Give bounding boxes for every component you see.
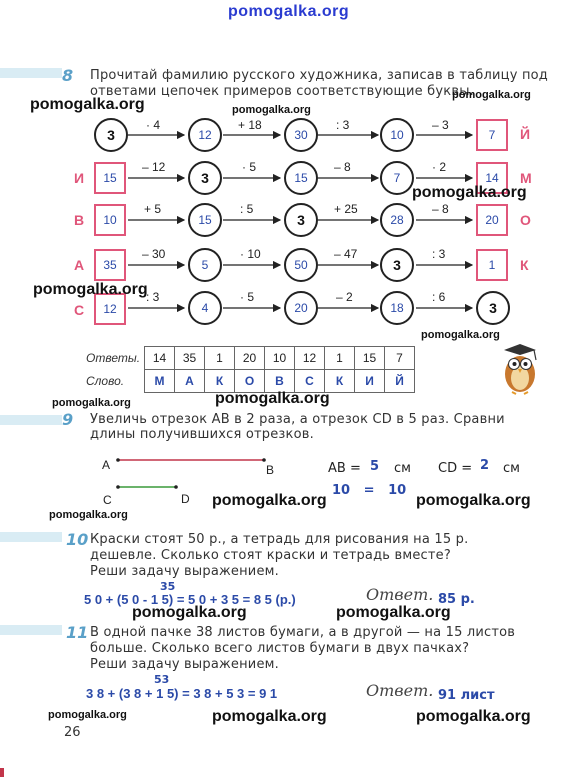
answer-cell: 7 xyxy=(385,347,415,370)
answers-table xyxy=(86,346,415,393)
chain-letter: В xyxy=(74,212,85,228)
answer-value: 85 р. xyxy=(438,592,475,607)
watermark: pomogalka.org xyxy=(48,709,127,721)
task-text: длины получившихся отрезков. xyxy=(90,427,314,442)
task-number: 11 xyxy=(66,623,89,642)
word-letter-cell: С xyxy=(295,370,325,393)
chain-answer-box: 12 xyxy=(94,293,126,325)
task-stripe xyxy=(0,415,62,425)
point-label: B xyxy=(266,463,275,477)
chain-operation: · 4 xyxy=(146,118,161,132)
expression: 5 0 + (5 0 - 1 5) = 5 0 + 3 5 = 8 5 (р.) xyxy=(84,592,296,607)
word-letter-cell: К xyxy=(325,370,355,393)
point-label: C xyxy=(103,493,112,507)
watermark: pomogalka.org xyxy=(30,96,145,113)
answer-cell: 35 xyxy=(175,347,205,370)
answer-word: Ответ. xyxy=(366,585,434,604)
chain-operation: : 3 xyxy=(336,118,350,132)
answer-value: 91 лист xyxy=(438,688,495,703)
watermark-top: pomogalka.org xyxy=(228,3,350,20)
word-letter-cell: К xyxy=(205,370,235,393)
answer-cell: 15 xyxy=(355,347,385,370)
chain-operation: – 3 xyxy=(432,118,449,132)
chain-operation: · 5 xyxy=(240,290,255,304)
chain-answer-box: 1 xyxy=(476,249,508,281)
page-number: 26 xyxy=(64,725,81,740)
word-label: Слово. xyxy=(86,374,125,388)
answer-cell: 12 xyxy=(295,347,325,370)
chain-end-cell: 3 xyxy=(476,291,510,325)
word-letter-cell: О xyxy=(235,370,265,393)
watermark: pomogalka.org xyxy=(412,184,527,201)
chain-answer-box: 20 xyxy=(476,204,508,236)
cd-unit: см xyxy=(503,461,520,476)
answers-label: Ответы. xyxy=(86,351,141,365)
chain-operation: : 3 xyxy=(432,247,446,261)
chain-operation: : 6 xyxy=(432,290,446,304)
ab-value: 5 xyxy=(370,459,380,474)
chain-cell: 12 xyxy=(188,118,222,152)
chain-operation: · 5 xyxy=(242,160,257,174)
chain-cell: 15 xyxy=(284,161,318,195)
cd-label: CD = xyxy=(438,461,473,476)
chain-operation: – 30 xyxy=(142,247,166,261)
chain-letter: О xyxy=(520,212,531,228)
chain-cell: 20 xyxy=(284,291,318,325)
task-text: Реши задачу выражением. xyxy=(90,657,279,672)
chain-operation: – 2 xyxy=(336,290,353,304)
word-letter-cell: М xyxy=(145,370,175,393)
chain-operation: · 2 xyxy=(432,160,447,174)
point-label: D xyxy=(181,492,190,506)
chain-cell: 10 xyxy=(380,118,414,152)
answer-cell: 1 xyxy=(325,347,355,370)
answer-cell: 20 xyxy=(235,347,265,370)
cd-value: 2 xyxy=(480,458,490,473)
watermark: pomogalka.org xyxy=(421,329,500,341)
edge-mark xyxy=(0,768,4,777)
watermark: pomogalka.org xyxy=(212,708,327,725)
chain-cell: 3 xyxy=(380,248,414,282)
chain-letter: К xyxy=(520,257,529,273)
chain-cell: 5 xyxy=(188,248,222,282)
chain-operation: + 5 xyxy=(144,202,162,216)
watermark: pomogalka.org xyxy=(212,492,327,509)
ab-unit: см xyxy=(394,461,411,476)
task-text: Краски стоят 50 р., а тетрадь для рисования на 15 р. xyxy=(90,532,469,547)
chain-letter: Й xyxy=(520,126,531,142)
chain-cell: 50 xyxy=(284,248,318,282)
task-text: В одной пачке 38 листов бумаги, а в другой — на 15 листов xyxy=(90,625,516,640)
watermark: pomogalka.org xyxy=(336,604,451,621)
chain-operation: – 8 xyxy=(432,202,449,216)
chain-cell: 7 xyxy=(380,161,414,195)
hint-number: 53 xyxy=(154,673,170,686)
task-stripe xyxy=(0,532,62,542)
chain-cell: 28 xyxy=(380,203,414,237)
chain-letter: И xyxy=(74,170,85,186)
ab-label: AB = xyxy=(328,461,361,476)
task-stripe xyxy=(0,625,62,635)
chain-answer-box: 7 xyxy=(476,119,508,151)
task-text: Прочитай фамилию русского художника, записав в таблицу под xyxy=(90,68,548,83)
watermark: pomogalka.org xyxy=(452,89,531,101)
answer-cell: 1 xyxy=(205,347,235,370)
chain-start-cell: 3 xyxy=(94,118,128,152)
word-letter-cell: Й xyxy=(385,370,415,393)
chain-letter: С xyxy=(74,302,85,318)
watermark: pomogalka.org xyxy=(416,708,531,725)
watermark: pomogalka.org xyxy=(232,104,311,116)
chain-operation: : 5 xyxy=(240,202,254,216)
chain-answer-box: 14 xyxy=(476,162,508,194)
chain-letter: А xyxy=(74,257,85,273)
hint-number: 35 xyxy=(160,580,176,593)
word-letter-cell: И xyxy=(355,370,385,393)
watermark: pomogalka.org xyxy=(33,281,148,298)
task-text: Увеличь отрезок AB в 2 раза, а отрезок CD в 5 раз. Сравни xyxy=(90,412,505,427)
watermark: pomogalka.org xyxy=(215,390,330,407)
task-number: 9 xyxy=(62,410,74,429)
answer-cell: 14 xyxy=(145,347,175,370)
chain-cell: 3 xyxy=(188,161,222,195)
task-number: 8 xyxy=(62,66,74,85)
chain-answer-box: 35 xyxy=(94,249,126,281)
expression: 3 8 + (3 8 + 1 5) = 3 8 + 5 3 = 9 1 xyxy=(86,686,278,701)
watermark: pomogalka.org xyxy=(49,509,128,521)
answer-cell: 10 xyxy=(265,347,295,370)
chain-operation: + 25 xyxy=(334,202,358,216)
chain-cell: 4 xyxy=(188,291,222,325)
owl-icon xyxy=(498,342,542,396)
task-text: Реши задачу выражением. xyxy=(90,564,279,579)
chain-cell: 3 xyxy=(284,203,318,237)
chain-cell: 18 xyxy=(380,291,414,325)
watermark: pomogalka.org xyxy=(52,397,131,409)
task-text: ответами цепочек примеров соответствующие буквы. xyxy=(90,84,475,99)
comparison: 10 = 10 xyxy=(332,483,407,498)
chain-cell: 30 xyxy=(284,118,318,152)
task-text: больше. Сколько всего листов бумаги в двух пачках? xyxy=(90,641,470,656)
chain-answer-box: 15 xyxy=(94,162,126,194)
point-label: A xyxy=(102,458,111,472)
task-text: дешевле. Сколько стоят краски и тетрадь вместе? xyxy=(90,548,451,563)
chain-operation: · 10 xyxy=(240,247,261,261)
task-number: 10 xyxy=(66,530,89,549)
chain-operation: – 47 xyxy=(334,247,358,261)
word-letter-cell: В xyxy=(265,370,295,393)
chain-operation: : 3 xyxy=(146,290,160,304)
chain-letter: М xyxy=(520,170,532,186)
watermark: pomogalka.org xyxy=(416,492,531,509)
watermark: pomogalka.org xyxy=(132,604,247,621)
answer-word: Ответ. xyxy=(366,681,434,700)
chain-answer-box: 10 xyxy=(94,204,126,236)
chain-cell: 15 xyxy=(188,203,222,237)
chain-operation: + 18 xyxy=(238,118,262,132)
chain-operation: – 8 xyxy=(334,160,351,174)
chain-operation: – 12 xyxy=(142,160,166,174)
word-letter-cell: А xyxy=(175,370,205,393)
